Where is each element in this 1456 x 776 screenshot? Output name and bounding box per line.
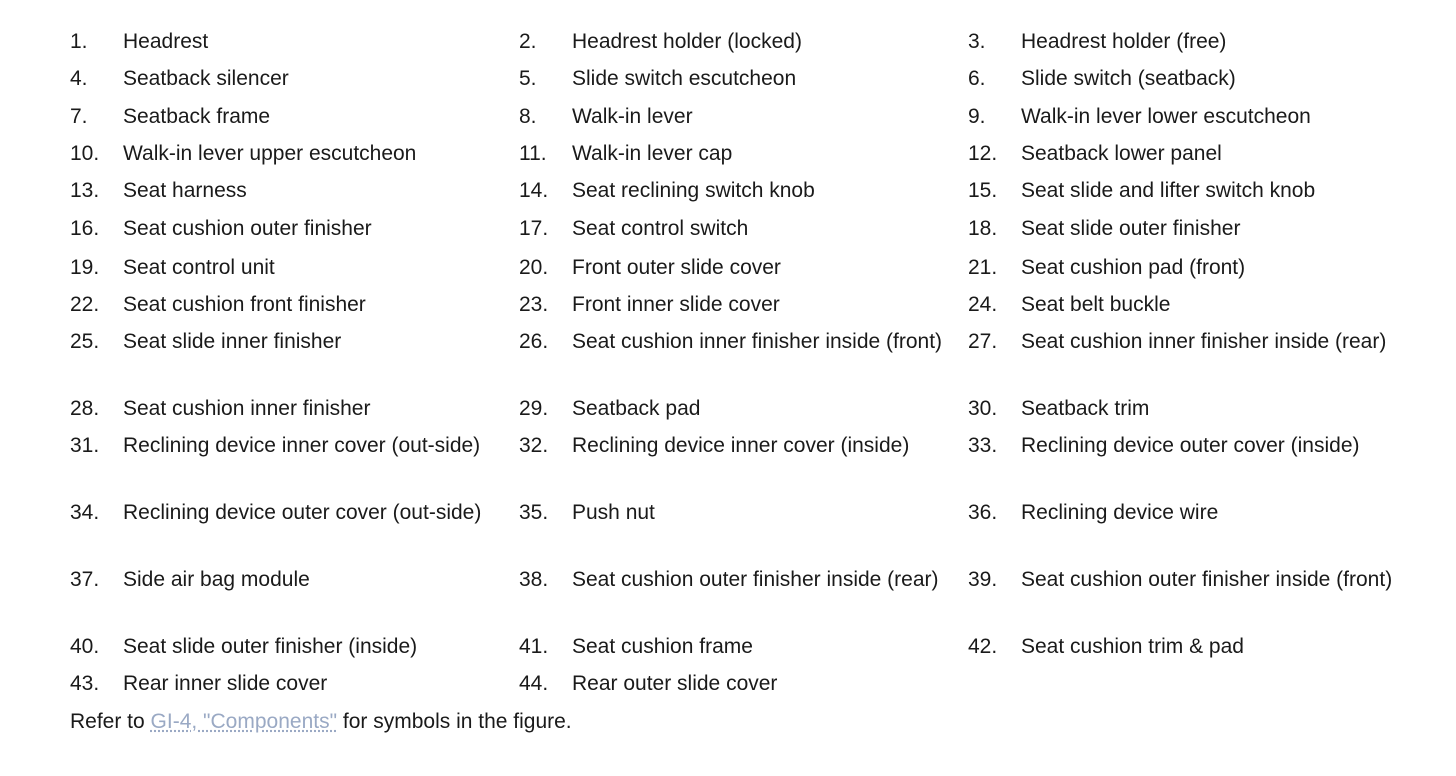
item-label: Walk-in lever (572, 105, 693, 128)
legend-item (968, 498, 1428, 527)
legend-item (519, 176, 968, 205)
legend-item (70, 139, 519, 168)
item-number: 9. (968, 105, 986, 128)
legend-item (70, 64, 519, 93)
item-number: 42. (968, 635, 998, 658)
item-label: Seatback frame (123, 105, 271, 128)
item-number: 30. (968, 397, 998, 420)
item-number: 41. (519, 635, 549, 658)
item-label: Seatback silencer (123, 67, 289, 90)
item-label: Seat control switch (572, 217, 749, 240)
legend-item (519, 102, 968, 131)
item-number: 35. (519, 501, 549, 524)
legend-row (70, 565, 1428, 594)
item-number: 29. (519, 397, 549, 420)
item-label: Slide switch escutcheon (572, 67, 797, 90)
legend-row (70, 253, 1428, 282)
item-label: Walk-in lever upper escutcheon (123, 142, 417, 165)
legend-item (519, 394, 968, 423)
item-number: 34. (70, 501, 100, 524)
legend-item (70, 253, 519, 282)
legend-item (70, 176, 519, 205)
item-number: 39. (968, 568, 998, 591)
item-label: Seat cushion front finisher (123, 293, 366, 316)
item-number (968, 669, 1021, 698)
item-label: Seat slide inner finisher (123, 330, 342, 353)
item-number: 27. (968, 330, 998, 353)
item-label: Seat cushion trim & pad (1021, 635, 1244, 658)
legend-item (70, 102, 519, 131)
legend-item (968, 394, 1428, 423)
item-number: 23. (519, 293, 549, 316)
item-number: 24. (968, 293, 998, 316)
item-number: 10. (70, 142, 100, 165)
item-number: 43. (70, 672, 100, 695)
legend-item (70, 394, 519, 423)
legend-row (70, 498, 1428, 527)
legend-item (519, 669, 968, 698)
legend-row (70, 214, 1428, 243)
item-label: Front outer slide cover (572, 256, 781, 279)
legend-item (968, 565, 1428, 594)
item-label: Seat reclining switch knob (572, 179, 815, 202)
legend-item (968, 632, 1428, 661)
item-number: 33. (968, 434, 998, 457)
legend-row (70, 632, 1428, 661)
item-number: 7. (70, 105, 88, 128)
legend-item (968, 176, 1428, 205)
item-label: Seat slide outer finisher (1021, 217, 1241, 240)
item-number: 22. (70, 293, 100, 316)
item-label: Push nut (572, 501, 655, 524)
item-label: Front inner slide cover (572, 293, 780, 316)
item-number: 21. (968, 256, 998, 279)
item-number: 37. (70, 568, 100, 591)
legend-item (968, 64, 1428, 93)
item-label: Side air bag module (123, 568, 310, 591)
item-number: 1. (70, 30, 88, 53)
item-label: Seat cushion frame (572, 635, 753, 658)
item-number: 12. (968, 142, 998, 165)
item-label: Seat harness (123, 179, 247, 202)
item-number: 3. (968, 30, 986, 53)
item-number: 8. (519, 105, 537, 128)
legend-item (70, 431, 519, 460)
item-number: 25. (70, 330, 100, 353)
item-label: Seatback trim (1021, 397, 1150, 420)
legend-item (519, 431, 968, 460)
legend-item (968, 102, 1428, 131)
item-label: Seat cushion inner finisher inside (front) (572, 330, 943, 353)
item-label: Seat cushion pad (front) (1021, 256, 1246, 279)
item-number: 26. (519, 330, 549, 353)
legend-item (70, 327, 519, 356)
item-number: 18. (968, 217, 998, 240)
item-label: Seat cushion outer finisher inside (rear) (572, 568, 939, 591)
item-number: 14. (519, 179, 549, 202)
item-label: Walk-in lever cap (572, 142, 733, 165)
item-label: Seat control unit (123, 256, 275, 279)
item-label: Headrest holder (locked) (572, 30, 802, 53)
legend-row (70, 64, 1428, 93)
legend-item (519, 27, 968, 56)
item-number: 36. (968, 501, 998, 524)
legend-item (968, 290, 1428, 319)
legend-item (968, 253, 1428, 282)
legend-item (519, 565, 968, 594)
legend-row (70, 431, 1428, 460)
legend-item (519, 632, 968, 661)
item-number: 32. (519, 434, 549, 457)
item-number: 4. (70, 67, 88, 90)
legend-item (70, 669, 519, 698)
legend-item (519, 139, 968, 168)
item-number: 2. (519, 30, 537, 53)
legend-row (70, 176, 1428, 205)
footer-prefix: Refer to (70, 710, 151, 733)
legend-item (519, 498, 968, 527)
item-label: Seat cushion outer finisher (123, 217, 372, 240)
item-label: Seat cushion inner finisher inside (rear) (1021, 330, 1387, 353)
item-label: Rear outer slide cover (572, 672, 778, 695)
item-number: 40. (70, 635, 100, 658)
item-number: 16. (70, 217, 100, 240)
item-label: Reclining device inner cover (inside) (572, 434, 910, 457)
legend-row (70, 27, 1428, 56)
item-number: 17. (519, 217, 549, 240)
item-label: Reclining device wire (1021, 501, 1219, 524)
item-label: Rear inner slide cover (123, 672, 328, 695)
item-label: Seat slide outer finisher (inside) (123, 635, 418, 658)
item-label: Seatback lower panel (1021, 142, 1222, 165)
footer-note (70, 707, 572, 736)
legend-item (968, 431, 1428, 460)
item-label: Seat cushion inner finisher (123, 397, 371, 420)
item-label: Slide switch (seatback) (1021, 67, 1236, 90)
item-number: 44. (519, 672, 549, 695)
legend-item (70, 498, 519, 527)
item-label: Walk-in lever lower escutcheon (1021, 105, 1311, 128)
legend-row (70, 669, 1428, 698)
legend-item (70, 27, 519, 56)
legend-item (968, 327, 1428, 356)
item-number: 11. (519, 142, 547, 165)
legend-item (70, 214, 519, 243)
legend-item (70, 565, 519, 594)
legend-item (519, 253, 968, 282)
item-label: Headrest (123, 30, 209, 53)
item-label: Reclining device outer cover (inside) (1021, 434, 1360, 457)
item-number: 15. (968, 179, 998, 202)
legend-row (70, 102, 1428, 131)
item-number: 20. (519, 256, 549, 279)
item-number: 28. (70, 397, 100, 420)
footer-suffix: for symbols in the figure. (337, 710, 572, 733)
legend-item (70, 632, 519, 661)
item-number: 31. (70, 434, 100, 457)
legend-row (70, 290, 1428, 319)
legend-item (70, 290, 519, 319)
item-label: Seat slide and lifter switch knob (1021, 179, 1316, 202)
legend-item (968, 669, 1428, 698)
legend-item (519, 214, 968, 243)
item-label (1021, 669, 1428, 698)
item-label: Reclining device outer cover (out-side) (123, 501, 482, 524)
item-label: Seatback pad (572, 397, 701, 420)
legend-item (968, 27, 1428, 56)
item-label: Headrest holder (free) (1021, 30, 1227, 53)
legend-row (70, 327, 1428, 356)
item-number: 19. (70, 256, 100, 279)
legend-item (519, 327, 968, 356)
item-label: Seat cushion outer finisher inside (front) (1021, 568, 1393, 591)
components-reference-link[interactable]: GI-4, "Components" (150, 710, 338, 733)
item-number: 5. (519, 67, 537, 90)
legend-item (519, 290, 968, 319)
legend-item (519, 64, 968, 93)
legend-row (70, 394, 1428, 423)
legend-item (968, 139, 1428, 168)
legend-item (968, 214, 1428, 243)
item-label: Seat belt buckle (1021, 293, 1171, 316)
item-number: 13. (70, 179, 100, 202)
item-number: 38. (519, 568, 549, 591)
item-number: 6. (968, 67, 986, 90)
item-label: Reclining device inner cover (out-side) (123, 434, 481, 457)
legend-row (70, 139, 1428, 168)
